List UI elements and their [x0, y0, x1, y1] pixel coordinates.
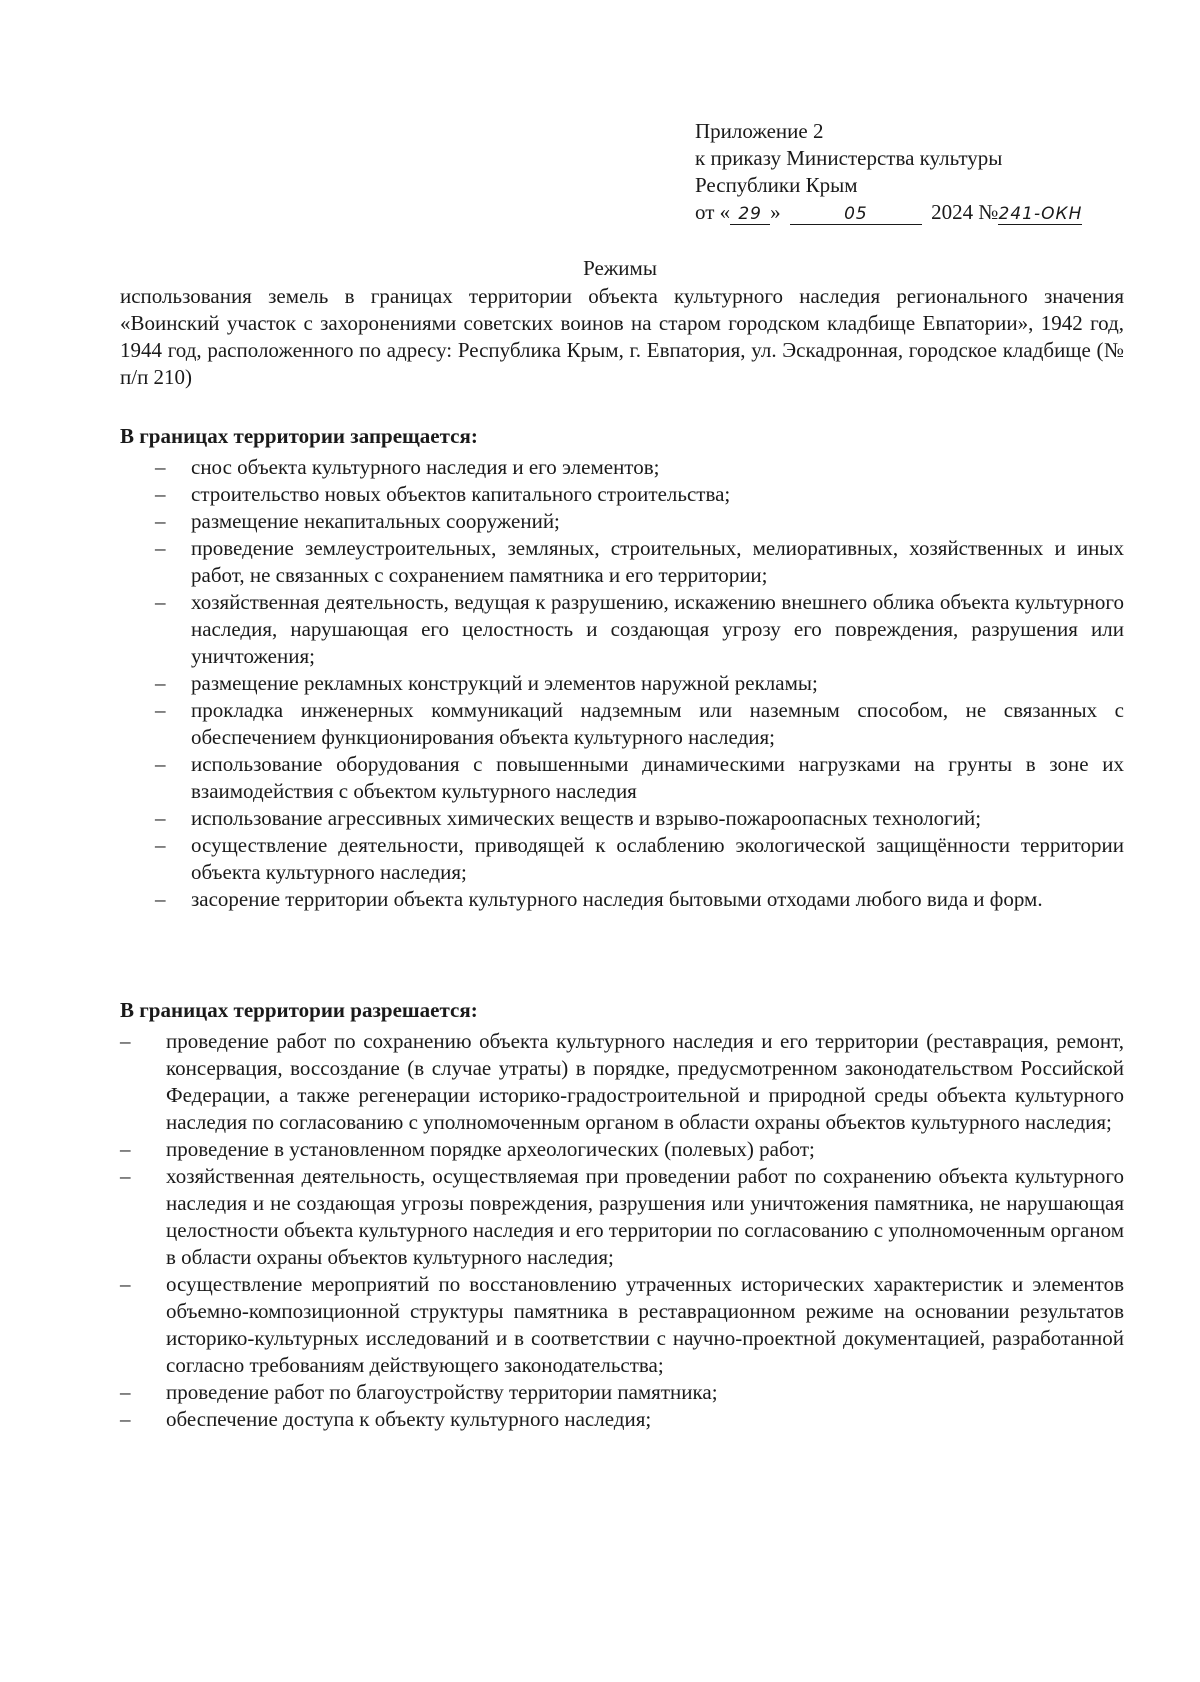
document-title: Режимы	[583, 256, 657, 280]
list-item	[155, 805, 1124, 832]
list-item-text: проведение землеустроительных, земляных, строительных, мелиоративных, хозяйственных и иных работ, не связанных с сохранением памятника и его территории;	[191, 536, 1124, 587]
date-month: 05	[844, 204, 868, 224]
list-item-text: прокладка инженерных коммуникаций надземным или наземным способом, не связанных с обеспечением функционирования объекта культурного наследия;	[191, 698, 1124, 749]
appendix-number: Приложение 2	[695, 119, 824, 143]
list-item-text: хозяйственная деятельность, ведущая к разрушению, искажению внешнего облика объекта культурного наследия, нарушающая его целостность и создающая угрозу его повреждения, разрушения или уничтожения;	[191, 590, 1124, 668]
order-number: 241-ОКН	[998, 204, 1083, 224]
bullet-dash: –	[120, 1272, 131, 1296]
list-item	[120, 1028, 1124, 1136]
date-month-field	[790, 202, 922, 225]
bullet-dash: –	[155, 509, 166, 533]
year-and-number-label: 2024 №	[931, 200, 999, 224]
date-day: 29	[738, 204, 762, 224]
list-item	[155, 589, 1124, 670]
bullet-dash: –	[155, 698, 166, 722]
list-item-text: обеспечение доступа к объекту культурного наследия;	[166, 1407, 652, 1431]
list-item	[155, 670, 1124, 697]
list-item-text: проведение работ по сохранению объекта культурного наследия и его территории (реставрация, ремонт, консервация, воссоздание (в случае утраты) в порядке, предусмотренном законодательством Российской Федерации, а также регенерации историко-градостроительной и природной среды объекта культурного наследия по согласованию с уполномоченным органом в области охраны объектов культурного наследия;	[166, 1029, 1124, 1134]
list-item	[155, 481, 1124, 508]
prohibited-heading: В границах территории запрещается:	[120, 424, 478, 448]
list-item-text: использование агрессивных химических веществ и взрыво-пожароопасных технологий;	[191, 806, 982, 830]
list-item	[120, 1271, 1124, 1379]
bullet-dash: –	[120, 1380, 131, 1404]
list-item	[155, 535, 1124, 589]
date-prefix: от «	[695, 200, 731, 224]
bullet-dash: –	[155, 590, 166, 614]
list-item-text: снос объекта культурного наследия и его элементов;	[191, 455, 660, 479]
list-item-text: осуществление деятельности, приводящей к ослаблению экологической защищённости территории объекта культурного наследия;	[191, 833, 1124, 884]
appendix-ministry: Республики Крым	[695, 173, 858, 197]
permitted-heading: В границах территории разрешается:	[120, 998, 478, 1022]
bullet-dash: –	[120, 1137, 131, 1161]
document-subtitle: использования земель в границах территории объекта культурного наследия регионального значения «Воинский участок с захоронениями советских воинов на старом городском кладбище Евпатории», 1942 год, 1944 год, расположенного по адресу: Республика Крым, г. Евпатория, ул. Эскадронная, городское кладбище (№ п/п 210)	[120, 284, 1124, 389]
bullet-dash: –	[120, 1407, 131, 1431]
bullet-dash: –	[155, 806, 166, 830]
list-item-text: использование оборудования с повышенными динамическими нагрузками на грунты в зоне их взаимодействия с объектом культурного наследия	[191, 752, 1124, 803]
list-item-text: строительство новых объектов капитального строительства;	[191, 482, 731, 506]
list-item	[155, 508, 1124, 535]
bullet-dash: –	[155, 752, 166, 776]
bullet-dash: –	[155, 455, 166, 479]
list-item	[155, 751, 1124, 805]
list-item-text: проведение работ по благоустройству территории памятника;	[166, 1380, 718, 1404]
bullet-dash: –	[120, 1164, 131, 1188]
list-item	[120, 1163, 1124, 1271]
bullet-dash: –	[155, 671, 166, 695]
bullet-dash: –	[120, 1029, 131, 1053]
list-item	[120, 1379, 1124, 1406]
date-mid: »	[770, 200, 781, 224]
list-item	[155, 886, 1124, 913]
list-item-text: осуществление мероприятий по восстановлению утраченных исторических характеристик и элементов объемно-композиционной структуры памятника в реставрационном режиме на основании результатов историко-культурных исследований и в соответствии с научно-проектной документацией, разработанной согласно требованиям действующего законодательства;	[166, 1272, 1124, 1377]
list-item-text: проведение в установленном порядке археологических (полевых) работ;	[166, 1137, 815, 1161]
list-item	[120, 1406, 1124, 1433]
list-item-text: размещение рекламных конструкций и элементов наружной рекламы;	[191, 671, 818, 695]
list-item	[120, 1136, 1124, 1163]
bullet-dash: –	[155, 887, 166, 911]
bullet-dash: –	[155, 482, 166, 506]
prohibited-list	[155, 454, 1124, 913]
list-item-text: хозяйственная деятельность, осуществляемая при проведении работ по сохранению объекта культурного наследия и не создающая угрозы повреждения, разрушения или уничтожения памятника, не нарушающая целостности объекта культурного наследия и его территории по согласованию с уполномоченным органом в области охраны объектов культурного наследия;	[166, 1164, 1124, 1269]
date-day-field	[730, 202, 770, 225]
permitted-list	[120, 1028, 1124, 1433]
list-item	[155, 697, 1124, 751]
appendix-header	[695, 118, 1155, 226]
list-item-text: размещение некапитальных сооружений;	[191, 509, 560, 533]
list-item	[155, 832, 1124, 886]
bullet-dash: –	[155, 536, 166, 560]
bullet-dash: –	[155, 833, 166, 857]
order-number-field	[998, 202, 1082, 225]
list-item	[155, 454, 1124, 481]
appendix-date-line	[695, 199, 1155, 226]
appendix-order-ref: к приказу Министерства культуры	[695, 146, 1003, 170]
list-item-text: засорение территории объекта культурного наследия бытовыми отходами любого вида и форм.	[191, 887, 1043, 911]
